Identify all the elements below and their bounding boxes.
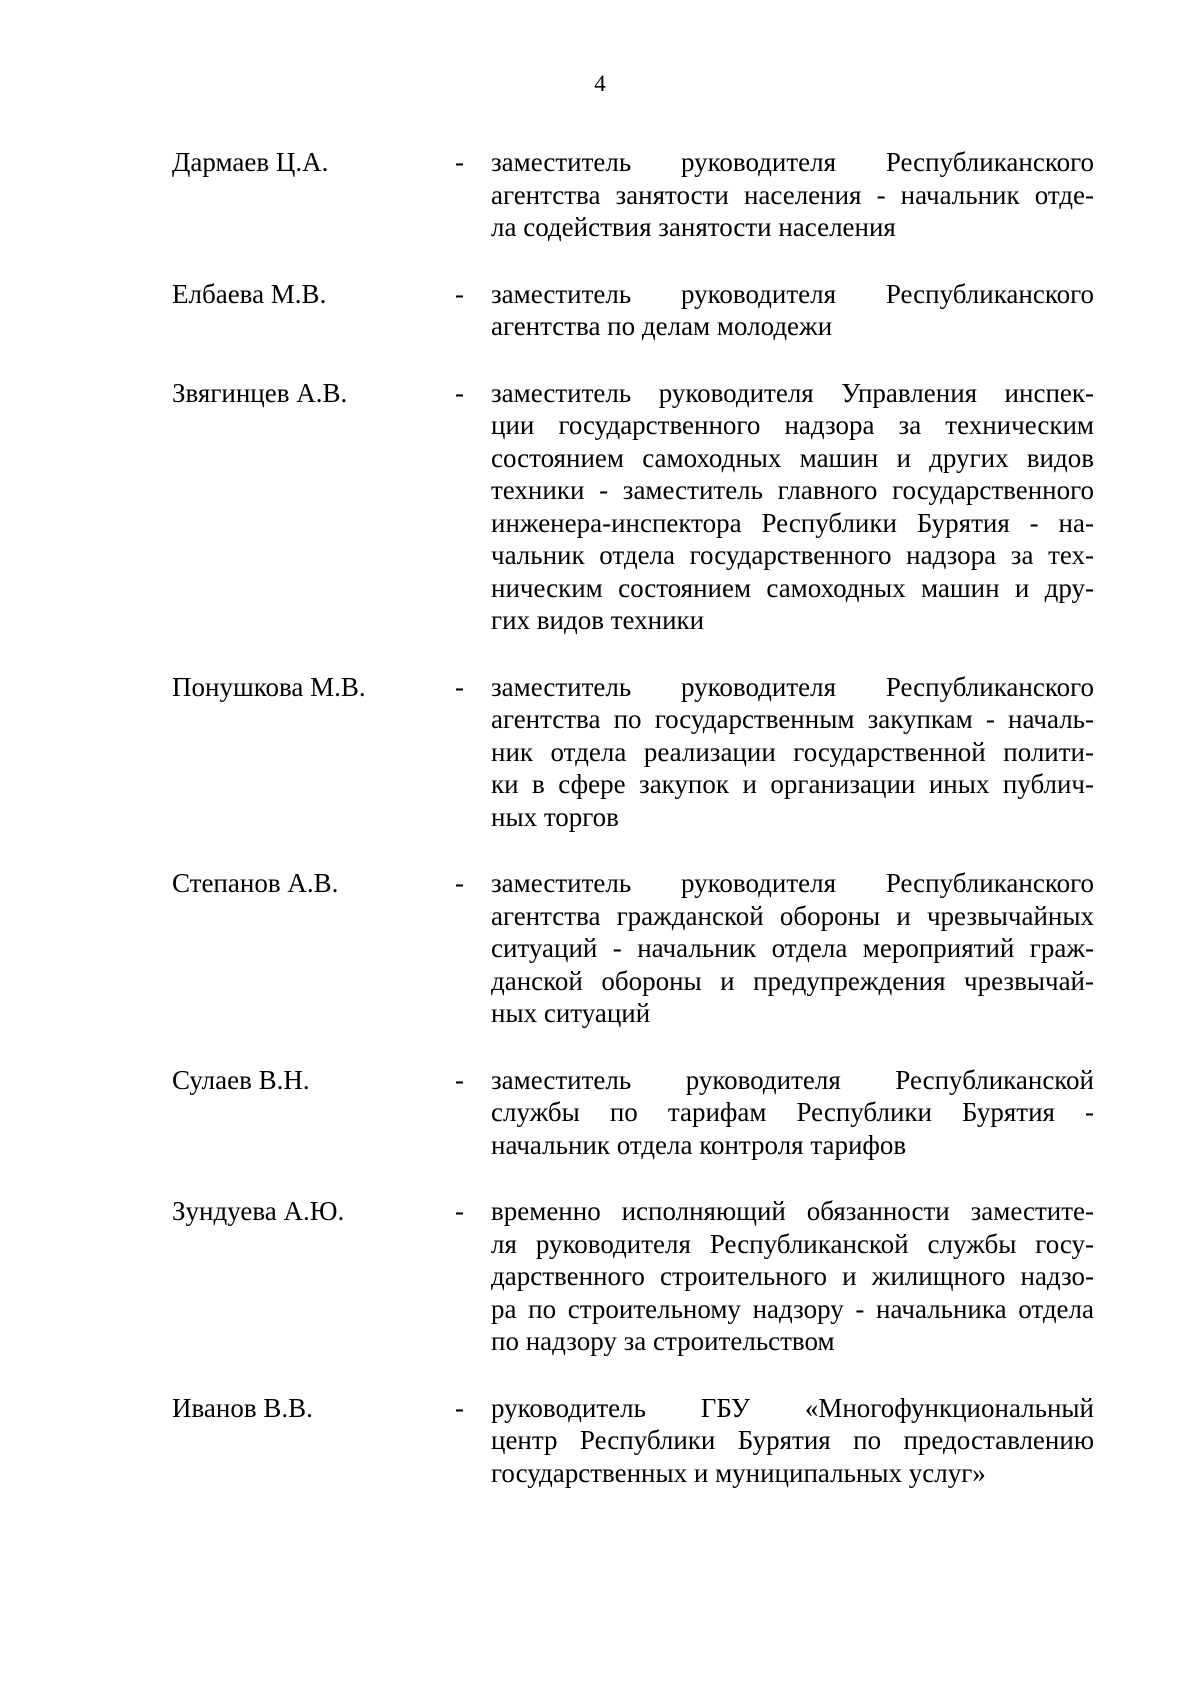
description-line: временно исполняющий обязанности заместите- — [491, 1196, 1094, 1226]
person-name: Дармаев Ц.А. — [172, 147, 329, 177]
description-line: ническим состоянием самоходных машин и дру- — [491, 572, 1094, 603]
description-line: по надзору за строительством — [491, 1326, 835, 1356]
description-line: ции государственного надзора за техническим — [491, 410, 1094, 440]
person-name: Иванов В.В. — [172, 1392, 313, 1423]
person-name: Понушкова М.В. — [172, 671, 366, 702]
description-line: агентства по делам молодежи — [491, 311, 833, 341]
description-line: чальник отдела государственного надзора за тех- — [491, 540, 1094, 570]
description-line: агентства занятости населения - начальник отде- — [491, 179, 1094, 210]
person-name: Сулаев В.Н. — [172, 1064, 310, 1095]
description-line: заместитель руководителя Республиканского — [491, 671, 1094, 702]
dash-separator: - — [455, 278, 464, 309]
description-line: ра по строительному надзору - начальника отдела — [491, 1293, 1094, 1324]
list-item — [172, 377, 1094, 637]
list-item — [172, 1195, 1094, 1358]
list-item — [172, 671, 1094, 834]
description-line: государственных и муниципальных услуг» — [491, 1457, 986, 1488]
position-description — [491, 278, 1094, 343]
position-description — [491, 1392, 1094, 1490]
position-description — [491, 1064, 1094, 1162]
description-line: ных ситуаций — [491, 998, 651, 1028]
page-number: 4 — [594, 71, 606, 96]
position-description — [491, 146, 1094, 244]
description-line: заместитель руководителя Республиканской — [491, 1064, 1094, 1095]
description-line: заместитель руководителя Республиканского — [491, 278, 1094, 309]
list-item — [172, 1064, 1094, 1162]
list-item — [172, 1392, 1094, 1490]
entries-list — [172, 146, 1094, 1523]
description-line: агентства гражданской обороны и чрезвычайных — [491, 900, 1094, 931]
description-line: ных торгов — [491, 801, 619, 832]
description-line: ла содействия занятости населения — [491, 212, 896, 242]
description-line: заместитель руководителя Республиканского — [491, 147, 1094, 177]
description-line: начальник отдела контроля тарифов — [491, 1129, 907, 1160]
description-line: заместитель руководителя Управления инспек- — [491, 377, 1094, 408]
description-line: ки в сфере закупок и организации иных публич- — [491, 769, 1094, 799]
dash-separator: - — [455, 1064, 464, 1095]
description-line: руководитель ГБУ «Многофункциональный — [491, 1392, 1094, 1423]
description-line: ля руководителя Республиканской службы госу- — [491, 1228, 1094, 1259]
list-item — [172, 867, 1094, 1030]
person-name: Степанов А.В. — [172, 868, 339, 898]
dash-separator: - — [455, 1196, 464, 1226]
list-item — [172, 278, 1094, 343]
description-line: заместитель руководителя Республиканского — [491, 868, 1094, 898]
list-item — [172, 146, 1094, 244]
description-line: гих видов техники — [491, 605, 705, 635]
dash-separator: - — [455, 671, 464, 702]
description-line: агентства по государственным закупкам - началь- — [491, 704, 1094, 734]
description-line: техники - заместитель главного государственного — [491, 475, 1094, 505]
description-line: службы по тарифам Республики Бурятия - — [491, 1097, 1094, 1127]
position-description — [491, 671, 1094, 834]
position-description — [491, 867, 1094, 1030]
person-name: Звягинцев А.В. — [172, 377, 348, 408]
description-line: состоянием самоходных машин и других видов — [491, 442, 1094, 473]
dash-separator: - — [455, 147, 464, 177]
description-line: дарственного строительного и жилищного надзо- — [491, 1261, 1094, 1291]
dash-separator: - — [455, 868, 464, 898]
position-description — [491, 377, 1094, 637]
description-line: центр Республики Бурятия по предоставлению — [491, 1425, 1094, 1455]
person-name: Зундуева А.Ю. — [172, 1196, 345, 1226]
person-name: Елбаева М.В. — [172, 278, 327, 309]
description-line: инженера-инспектора Республики Бурятия - на- — [491, 507, 1094, 538]
dash-separator: - — [455, 1392, 464, 1423]
description-line: ник отдела реализации государственной полити- — [491, 736, 1094, 767]
description-line: ситуаций - начальник отдела мероприятий граж- — [491, 933, 1094, 963]
position-description — [491, 1195, 1094, 1358]
description-line: данской обороны и предупреждения чрезвычай- — [491, 965, 1094, 996]
dash-separator: - — [455, 377, 464, 408]
